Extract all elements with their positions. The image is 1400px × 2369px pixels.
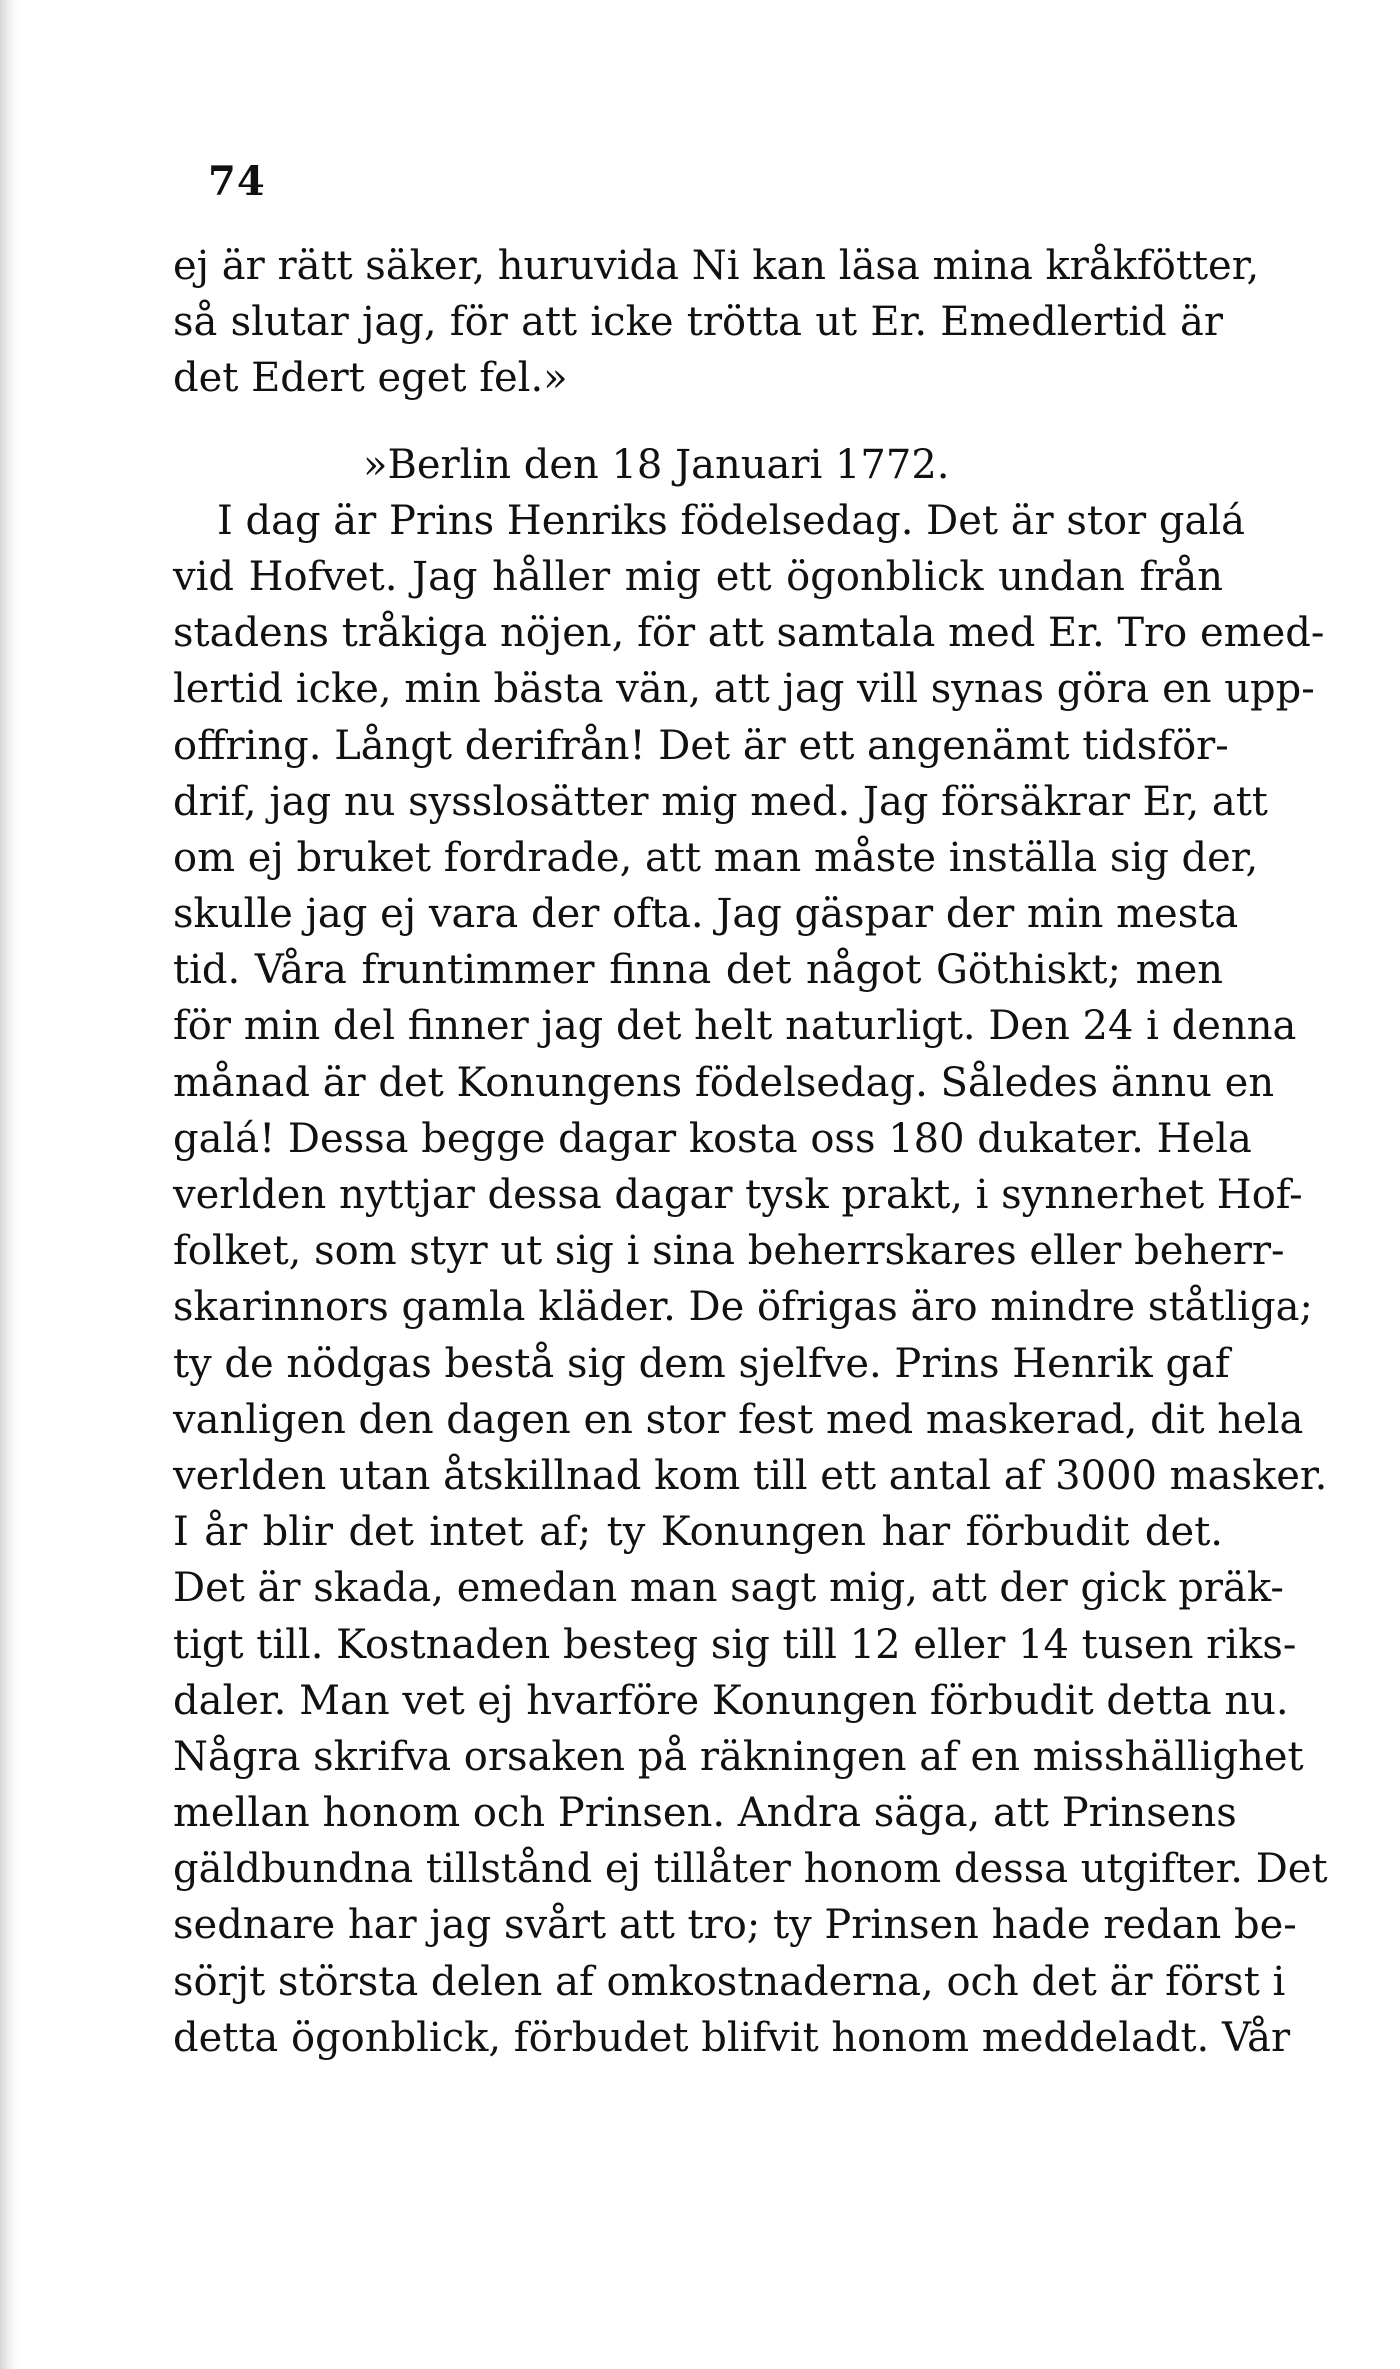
text-line: sörjt största delen af omkostnaderna, och det är först i	[173, 1958, 1286, 2005]
text-line: skarinnors gamla kläder. De öfrigas äro mindre ståtliga;	[173, 1284, 1313, 1331]
text-line: I dag är Prins Henriks födelsedag. Det är stor galá	[217, 497, 1245, 544]
text-line: det Edert eget fel.»	[173, 355, 568, 402]
text-line: verlden nyttjar dessa dagar tysk prakt, i synnerhet Hof-	[173, 1172, 1303, 1218]
text-line: lertid icke, min bästa vän, att jag vill synas göra en upp-	[173, 666, 1315, 713]
dateline: »Berlin den 18 Januari 1772.	[363, 441, 950, 488]
text-line: gäldbundna tillstånd ej tillåter honom dessa utgifter. Det	[173, 1846, 1328, 1893]
text-line: galá! Dessa begge dagar kosta oss 180 dukater. Hela	[173, 1115, 1252, 1162]
text-line: drif, jag nu sysslosätter mig med. Jag försäkrar Er, att	[173, 778, 1268, 825]
text-line: sednare har jag svårt att tro; ty Prinsen hade redan be-	[173, 1902, 1297, 1949]
text-line: så slutar jag, för att icke trötta ut Er. Emedlertid är	[173, 299, 1223, 346]
text-line: detta ögonblick, förbudet blifvit honom meddeladt. Vår	[173, 2014, 1291, 2061]
text-line: tigt till. Kostnaden besteg sig till 12 eller 14 tusen riks-	[173, 1621, 1297, 1668]
text-line: vid Hofvet. Jag håller mig ett ögonblick undan från	[173, 553, 1223, 600]
text-line: månad är det Konungens födelsedag. Således ännu en	[173, 1059, 1275, 1106]
text-line: folket, som styr ut sig i sina beherrskares eller beherr-	[173, 1228, 1285, 1275]
text-line: daler. Man vet ej hvarföre Konungen förbudit detta nu.	[173, 1677, 1289, 1724]
page-edge-shadow	[0, 0, 18, 2369]
text-line: för min del finner jag det helt naturligt. Den 24 i denna	[173, 1003, 1297, 1050]
page-number: 74	[208, 158, 266, 205]
text-line: tid. Våra fruntimmer finna det något Göthiskt; men	[173, 947, 1223, 994]
text-line: stadens tråkiga nöjen, för att samtala med Er. Tro emed-	[173, 610, 1325, 657]
page-text	[173, 238, 1328, 2066]
text-line: ej är rätt säker, huruvida Ni kan läsa mina kråkfötter,	[173, 243, 1260, 289]
paragraph-gap	[173, 407, 1223, 437]
text-line: skulle jag ej vara der ofta. Jag gäspar der min mesta	[173, 891, 1239, 938]
text-line: mellan honom och Prinsen. Andra säga, att Prinsens	[173, 1790, 1237, 1837]
text-line: ty de nödgas bestå sig dem sjelfve. Prins Henrik gaf	[173, 1340, 1230, 1387]
text-line: vanligen den dagen en stor fest med maskerad, dit hela	[173, 1396, 1304, 1443]
text-line: Det är skada, emedan man sagt mig, att der gick präk-	[173, 1565, 1284, 1612]
text-line: I år blir det intet af; ty Konungen har förbudit det.	[173, 1509, 1223, 1556]
text-line: om ej bruket fordrade, att man måste inställa sig der,	[173, 834, 1259, 881]
text-line: offring. Långt derifrån! Det är ett angenämt tidsför-	[173, 722, 1229, 769]
text-line: Några skrifva orsaken på räkningen af en misshällighet	[173, 1733, 1304, 1780]
text-line: verlden utan åtskillnad kom till ett antal af 3000 masker.	[173, 1452, 1328, 1499]
